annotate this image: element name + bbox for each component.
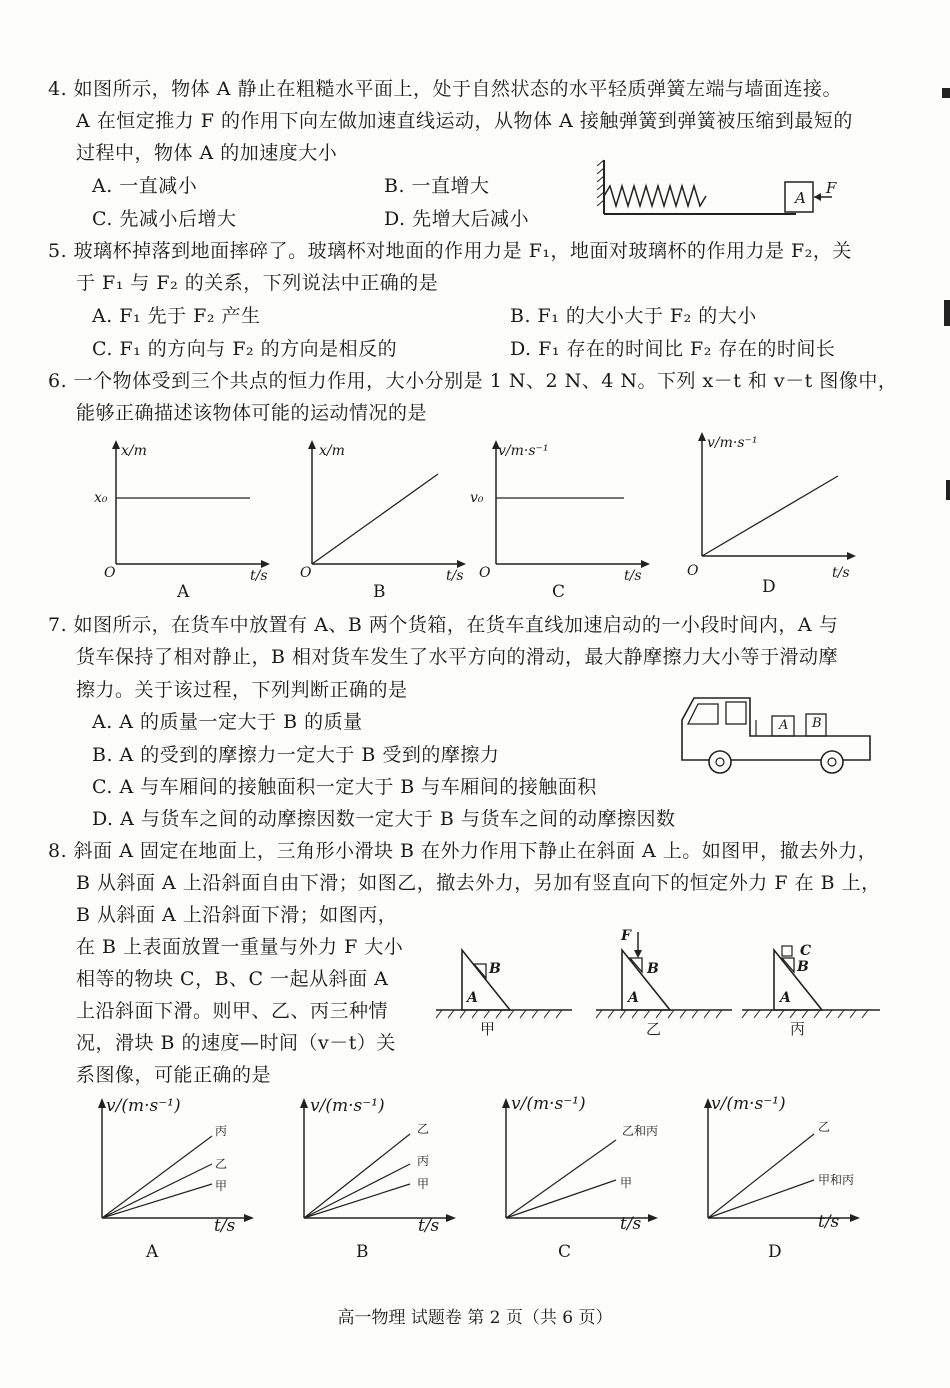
q8c-xlabel: t/s [620,1214,642,1234]
q6c-xlabel: t/s [624,568,642,584]
q6c-origin: O [479,565,491,581]
page-footer: 高一物理 试题卷 第 2 页（共 6 页） [337,1308,613,1328]
q6b-ylabel: x/m [319,443,345,459]
q8-graph-c [500,1098,660,1228]
q8-line2: B 从斜面 A 上沿斜面自由下滑；如图乙，撤去外力，另加有竖直向下的恒定外力 F 在 B 上， [76,872,881,894]
q4-line1: 4. 如图所示，物体 A 静止在粗糙水平面上，处于自然状态的水平轻质弹簧左端与墙面连接。 [48,78,842,100]
q5-line1: 5. 玻璃杯掉落到地面摔碎了。玻璃杯对地面的作用力是 F₁，地面对玻璃杯的作用力是 F₂，关 [48,240,852,262]
q6d-xlabel: t/s [832,565,850,581]
q7-option-c: C. A 与车厢间的接触面积一定大于 B 与车厢间的接触面积 [92,776,597,798]
q6b-xlabel: t/s [446,568,464,584]
q6-graph-c [490,440,650,570]
q6a-y0: x₀ [94,490,108,506]
q8-bing-label-c: C [800,943,812,959]
q4-line2: A 在恒定推力 F 的作用下向左做加速直线运动，从物体 A 接触弹簧到弹簧被压缩到最短的 [76,110,853,132]
q8-line1: 8. 斜面 A 固定在地面上，三角形小滑块 B 在外力作用下静止在斜面 A 上。如图甲，撤去外力， [48,840,878,862]
q6d-ylabel: v/m·s⁻¹ [707,435,758,451]
q6b-origin: O [300,565,312,581]
q8b-xlabel: t/s [418,1216,440,1236]
q7-option-d: D. A 与货车之间的动摩擦因数一定大于 B 与货车之间的动摩擦因数 [92,808,676,830]
q8-jia-caption: 甲 [480,1020,496,1038]
q6a-origin: O [104,565,116,581]
q6c-letter: C [552,582,566,602]
q8d-letter: D [768,1242,782,1262]
q6-line2: 能够正确描述该物体可能的运动情况的是 [76,402,428,424]
q7-line1: 7. 如图所示，在货车中放置有 A、B 两个货箱，在货车直线加速启动的一小段时间内，A 与 [48,614,839,636]
q4-block-label: A [795,189,806,207]
q5-option-a: A. F₁ 先于 F₂ 产生 [92,305,261,327]
q4-force-label: F [826,179,837,197]
q5-line2: 于 F₁ 与 F₂ 的关系，下列说法中正确的是 [76,272,439,294]
q8-yi-label-b: B [647,961,659,977]
q8-line7: 况，滑块 B 的速度—时间（v－t）关 [76,1032,396,1054]
edge-mark [942,88,950,98]
q8c-ylabel: v/(m·s⁻¹) [511,1094,586,1114]
q8d-line1-label: 乙 [818,1120,831,1134]
q8-graph-a [96,1098,256,1228]
q8a-letter: A [146,1242,159,1262]
q6c-ylabel: v/m·s⁻¹ [498,443,549,459]
edge-mark [944,300,950,326]
q8c-line1-label: 乙和丙 [622,1124,659,1138]
q7-option-b: B. A 的受到的摩擦力一定大于 B 受到的摩擦力 [92,744,500,766]
q8d-line2-label: 甲和丙 [818,1173,855,1187]
q6-graph-a [110,440,270,570]
q4-option-a: A. 一直减小 [92,175,198,197]
q8-yi-label-f: F [621,928,631,944]
q8-yi-label-a: A [628,990,639,1006]
q8-bing-label-b: B [797,959,809,975]
edge-mark [946,480,950,500]
q8b-line2-label: 丙 [417,1154,430,1168]
q8b-ylabel: v/(m·s⁻¹) [310,1096,385,1116]
q7-box-a-label: A [779,718,789,733]
q4-option-c: C. 先减小后增大 [92,208,237,230]
q5-option-d: D. F₁ 存在的时间比 F₂ 存在的时间长 [510,338,836,360]
q8-graph-b [298,1098,458,1228]
q8d-ylabel: v/(m·s⁻¹) [711,1094,786,1114]
q6c-y0: v₀ [470,490,484,506]
q6d-origin: O [687,563,699,579]
q8c-line2-label: 甲 [620,1176,633,1190]
q5-option-c: C. F₁ 的方向与 F₂ 的方向是相反的 [92,338,398,360]
q8-incline-figure-jia [436,944,576,1024]
q8b-line3-label: 甲 [417,1177,430,1191]
q8-jia-label-b: B [489,961,501,977]
q8-line4: 在 B 上表面放置一重量与外力 F 大小 [76,936,404,958]
q8-incline-figure-yi [596,930,736,1024]
q8a-line1-label: 丙 [215,1124,228,1138]
q8a-ylabel: v/(m·s⁻¹) [106,1096,181,1116]
q8-line6: 上沿斜面下滑。则甲、乙、丙三种情 [76,1000,389,1022]
q8-line8: 系图像，可能正确的是 [76,1064,272,1086]
q4-option-d: D. 先增大后减小 [384,208,530,230]
q8-yi-caption: 乙 [646,1020,662,1038]
q6d-letter: D [762,577,776,597]
q8b-line1-label: 乙 [417,1122,430,1136]
q8-graph-d [702,1098,862,1228]
q6b-letter: B [373,582,386,602]
q6-line1: 6. 一个物体受到三个共点的恒力作用，大小分别是 1 N、2 N、4 N。下列 x－t 和 v－t 图像中， [48,370,898,392]
q8b-letter: B [356,1242,369,1262]
q8-bing-caption: 丙 [790,1020,806,1038]
q7-line2: 货车保持了相对静止，B 相对货车发生了水平方向的滑动，最大静摩擦力大小等于滑动摩 [76,646,839,668]
q6a-xlabel: t/s [250,568,268,584]
q8-incline-figure-bing [742,944,884,1024]
q8-jia-label-a: A [467,990,478,1006]
q8a-line2-label: 乙 [215,1157,228,1171]
q4-line3: 过程中，物体 A 的加速度大小 [76,142,338,164]
q8d-xlabel: t/s [818,1212,840,1232]
q7-option-a: A. A 的质量一定大于 B 的质量 [92,711,363,733]
q8c-letter: C [558,1242,572,1262]
q8-bing-label-a: A [780,990,791,1006]
q6-graph-b [306,440,466,570]
q6-graph-d [696,432,856,568]
q8-line5: 相等的物块 C，B、C 一起从斜面 A [76,968,389,990]
q8-line3: B 从斜面 A 上沿斜面下滑；如图丙， [76,904,398,926]
q6a-letter: A [177,582,190,602]
q4-option-b: B. 一直增大 [384,175,490,197]
q6a-ylabel: x/m [121,443,147,459]
q5-option-b: B. F₁ 的大小大于 F₂ 的大小 [510,305,757,327]
q7-line3: 擦力。关于该过程，下列判断正确的是 [76,679,408,701]
q7-truck-figure [676,690,876,776]
q7-box-b-label: B [812,716,822,731]
q4-spring-figure [596,158,846,220]
q8a-xlabel: t/s [214,1216,236,1236]
q8a-line3-label: 甲 [215,1179,228,1193]
